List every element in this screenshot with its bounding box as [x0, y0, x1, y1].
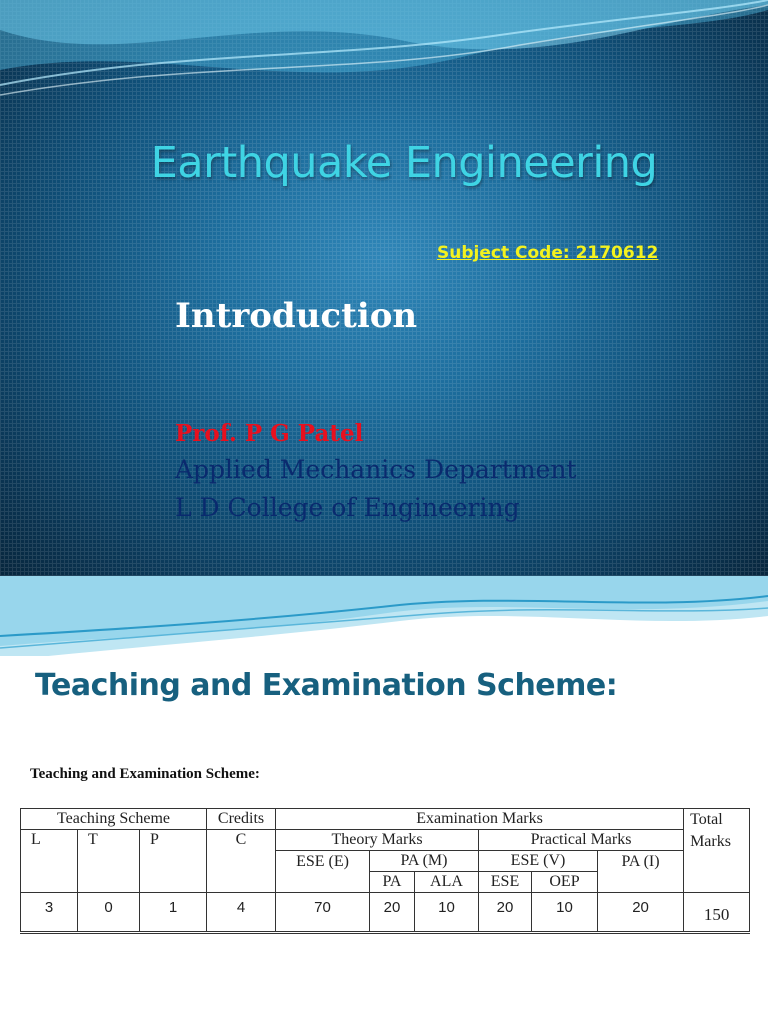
header-ala: ALA — [415, 872, 479, 893]
header-c: C — [207, 830, 276, 893]
header-pa: PA — [370, 872, 415, 893]
header-oep: OEP — [532, 872, 598, 893]
professor-name: Prof. P G Patel — [175, 420, 364, 447]
value-ala: 10 — [415, 893, 479, 933]
scheme-slide — [0, 576, 768, 1024]
wave-decoration-top — [0, 576, 768, 656]
slide-title: Teaching and Examination Scheme: — [35, 668, 618, 703]
value-pa-i: 20 — [598, 893, 684, 933]
department-name: Applied Mechanics Department — [175, 455, 577, 484]
scheme-table — [20, 808, 750, 934]
value-oep: 10 — [532, 893, 598, 933]
header-theory-marks: Theory Marks — [276, 830, 479, 851]
header-teaching-scheme: Teaching Scheme — [21, 809, 207, 830]
value-l: 3 — [21, 893, 78, 933]
value-c: 4 — [207, 893, 276, 933]
header-pa-i: PA (I) — [598, 851, 684, 893]
header-ese-v: ESE (V) — [479, 851, 598, 872]
header-examination-marks: Examination Marks — [276, 809, 684, 830]
value-total: 150 — [684, 893, 750, 933]
header-p: P — [140, 830, 207, 893]
header-total-marks: Total Marks — [684, 809, 750, 893]
college-name: L D College of Engineering — [175, 493, 520, 522]
header-ese: ESE — [479, 872, 532, 893]
subject-code: Subject Code: 2170612 — [437, 243, 659, 263]
header-pa-m: PA (M) — [370, 851, 479, 872]
value-pa: 20 — [370, 893, 415, 933]
header-t: T — [78, 830, 140, 893]
value-ese-e: 70 — [276, 893, 370, 933]
header-credits: Credits — [207, 809, 276, 830]
slide-heading: Introduction — [175, 296, 418, 336]
header-l: L — [21, 830, 78, 893]
presentation-title: Earthquake Engineering — [150, 138, 658, 188]
value-ese-v: 20 — [479, 893, 532, 933]
header-practical-marks: Practical Marks — [479, 830, 684, 851]
value-p: 1 — [140, 893, 207, 933]
table-caption: Teaching and Examination Scheme: — [30, 766, 260, 782]
header-ese-e: ESE (E) — [276, 851, 370, 893]
value-t: 0 — [78, 893, 140, 933]
